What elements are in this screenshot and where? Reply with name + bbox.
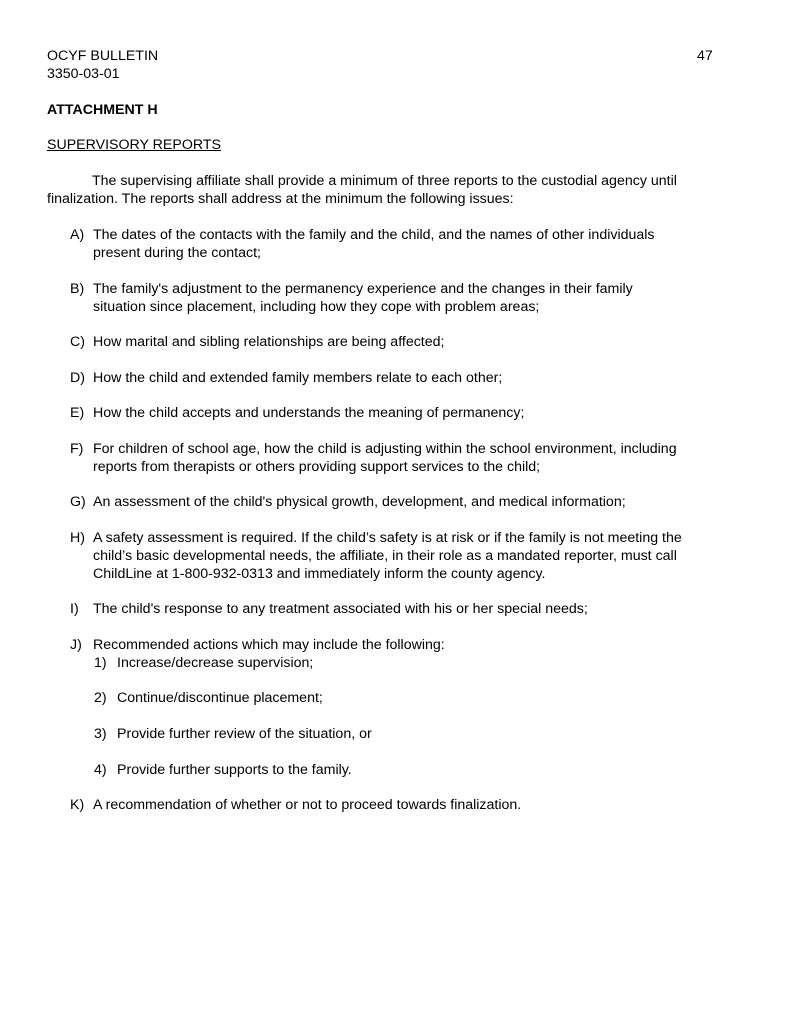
sub-item-text: Provide further review of the situation, or: [117, 726, 372, 742]
list-item-c: [70, 333, 750, 351]
list-item-text: The child's response to any treatment associated with his or her special needs;: [93, 601, 588, 617]
list-item-k: [70, 796, 750, 814]
list-item-text: For children of school age, how the child is adjusting within the school environment, including: [93, 441, 677, 457]
list-marker: C): [70, 334, 85, 350]
sub-marker: 3): [94, 726, 107, 742]
intro-line-2: finalization. The reports shall address at the minimum the following issues:: [47, 191, 514, 207]
list-marker: F): [70, 441, 84, 457]
sub-item-2: [94, 689, 323, 707]
bulletin-header: [47, 47, 158, 83]
list-marker: A): [70, 227, 85, 243]
list-marker: J): [70, 637, 82, 653]
sub-item-3: [94, 725, 372, 743]
list-item-e: [70, 404, 750, 422]
list-item-text: How the child and extended family members relate to each other;: [93, 370, 503, 386]
list-item-text: The dates of the contacts with the family and the child, and the names of other individuals: [93, 227, 655, 243]
bulletin-code: 3350-03-01: [47, 66, 120, 82]
list-item-text: present during the contact;: [93, 245, 261, 261]
list-marker: D): [70, 370, 85, 386]
list-marker: E): [70, 405, 85, 421]
list-marker: H): [70, 530, 85, 546]
sub-item-4: [94, 761, 352, 779]
list-item-text: A recommendation of whether or not to proceed towards finalization.: [93, 797, 522, 813]
list-item-j: [70, 636, 750, 654]
sub-marker: 2): [94, 690, 107, 706]
list-item-text: The family's adjustment to the permanency experience and the changes in their family: [93, 281, 633, 297]
sub-marker: 4): [94, 762, 107, 778]
list-item-i: [70, 600, 750, 618]
sub-item-text: Provide further supports to the family.: [117, 762, 352, 778]
list-item-text: ChildLine at 1-800-932-0313 and immediately inform the county agency.: [93, 566, 546, 582]
page-number: 47: [697, 48, 713, 64]
list-item-g: [70, 493, 750, 511]
sub-marker: 1): [94, 655, 107, 671]
bulletin-title: OCYF BULLETIN: [47, 48, 159, 64]
list-marker: G): [70, 494, 86, 510]
sub-item-text: Increase/decrease supervision;: [117, 655, 314, 671]
list-item-text: Recommended actions which may include the following:: [93, 637, 445, 653]
list-item-text: reports from therapists or others providing support services to the child;: [93, 459, 541, 475]
list-item-b: [70, 280, 750, 316]
list-item-f: [70, 440, 750, 476]
list-marker: B): [70, 281, 85, 297]
list-item-text: A safety assessment is required. If the child’s safety is at risk or if the family is not meeting the: [93, 530, 682, 546]
sub-item-text: Continue/discontinue placement;: [117, 690, 323, 706]
list-item-text: child’s basic developmental needs, the affiliate, in their role as a mandated reporter, must call: [93, 548, 677, 564]
list-item-text: An assessment of the child's physical growth, development, and medical information;: [93, 494, 626, 510]
intro-paragraph: [47, 172, 747, 208]
list-item-text: situation since placement, including how they cope with problem areas;: [93, 299, 540, 315]
attachment-title: ATTACHMENT H: [47, 102, 158, 118]
list-marker: K): [70, 797, 85, 813]
list-item-d: [70, 369, 750, 387]
section-title: SUPERVISORY REPORTS: [47, 137, 221, 153]
list-marker: I): [70, 601, 79, 617]
list-item-text: How the child accepts and understands the meaning of permanency;: [93, 405, 525, 421]
sub-item-1: [94, 654, 313, 672]
intro-line-1: The supervising affiliate shall provide a minimum of three reports to the custodial agency until: [92, 173, 677, 189]
list-item-a: [70, 226, 750, 262]
list-item-text: How marital and sibling relationships are being affected;: [93, 334, 445, 350]
list-item-h: [70, 529, 750, 583]
